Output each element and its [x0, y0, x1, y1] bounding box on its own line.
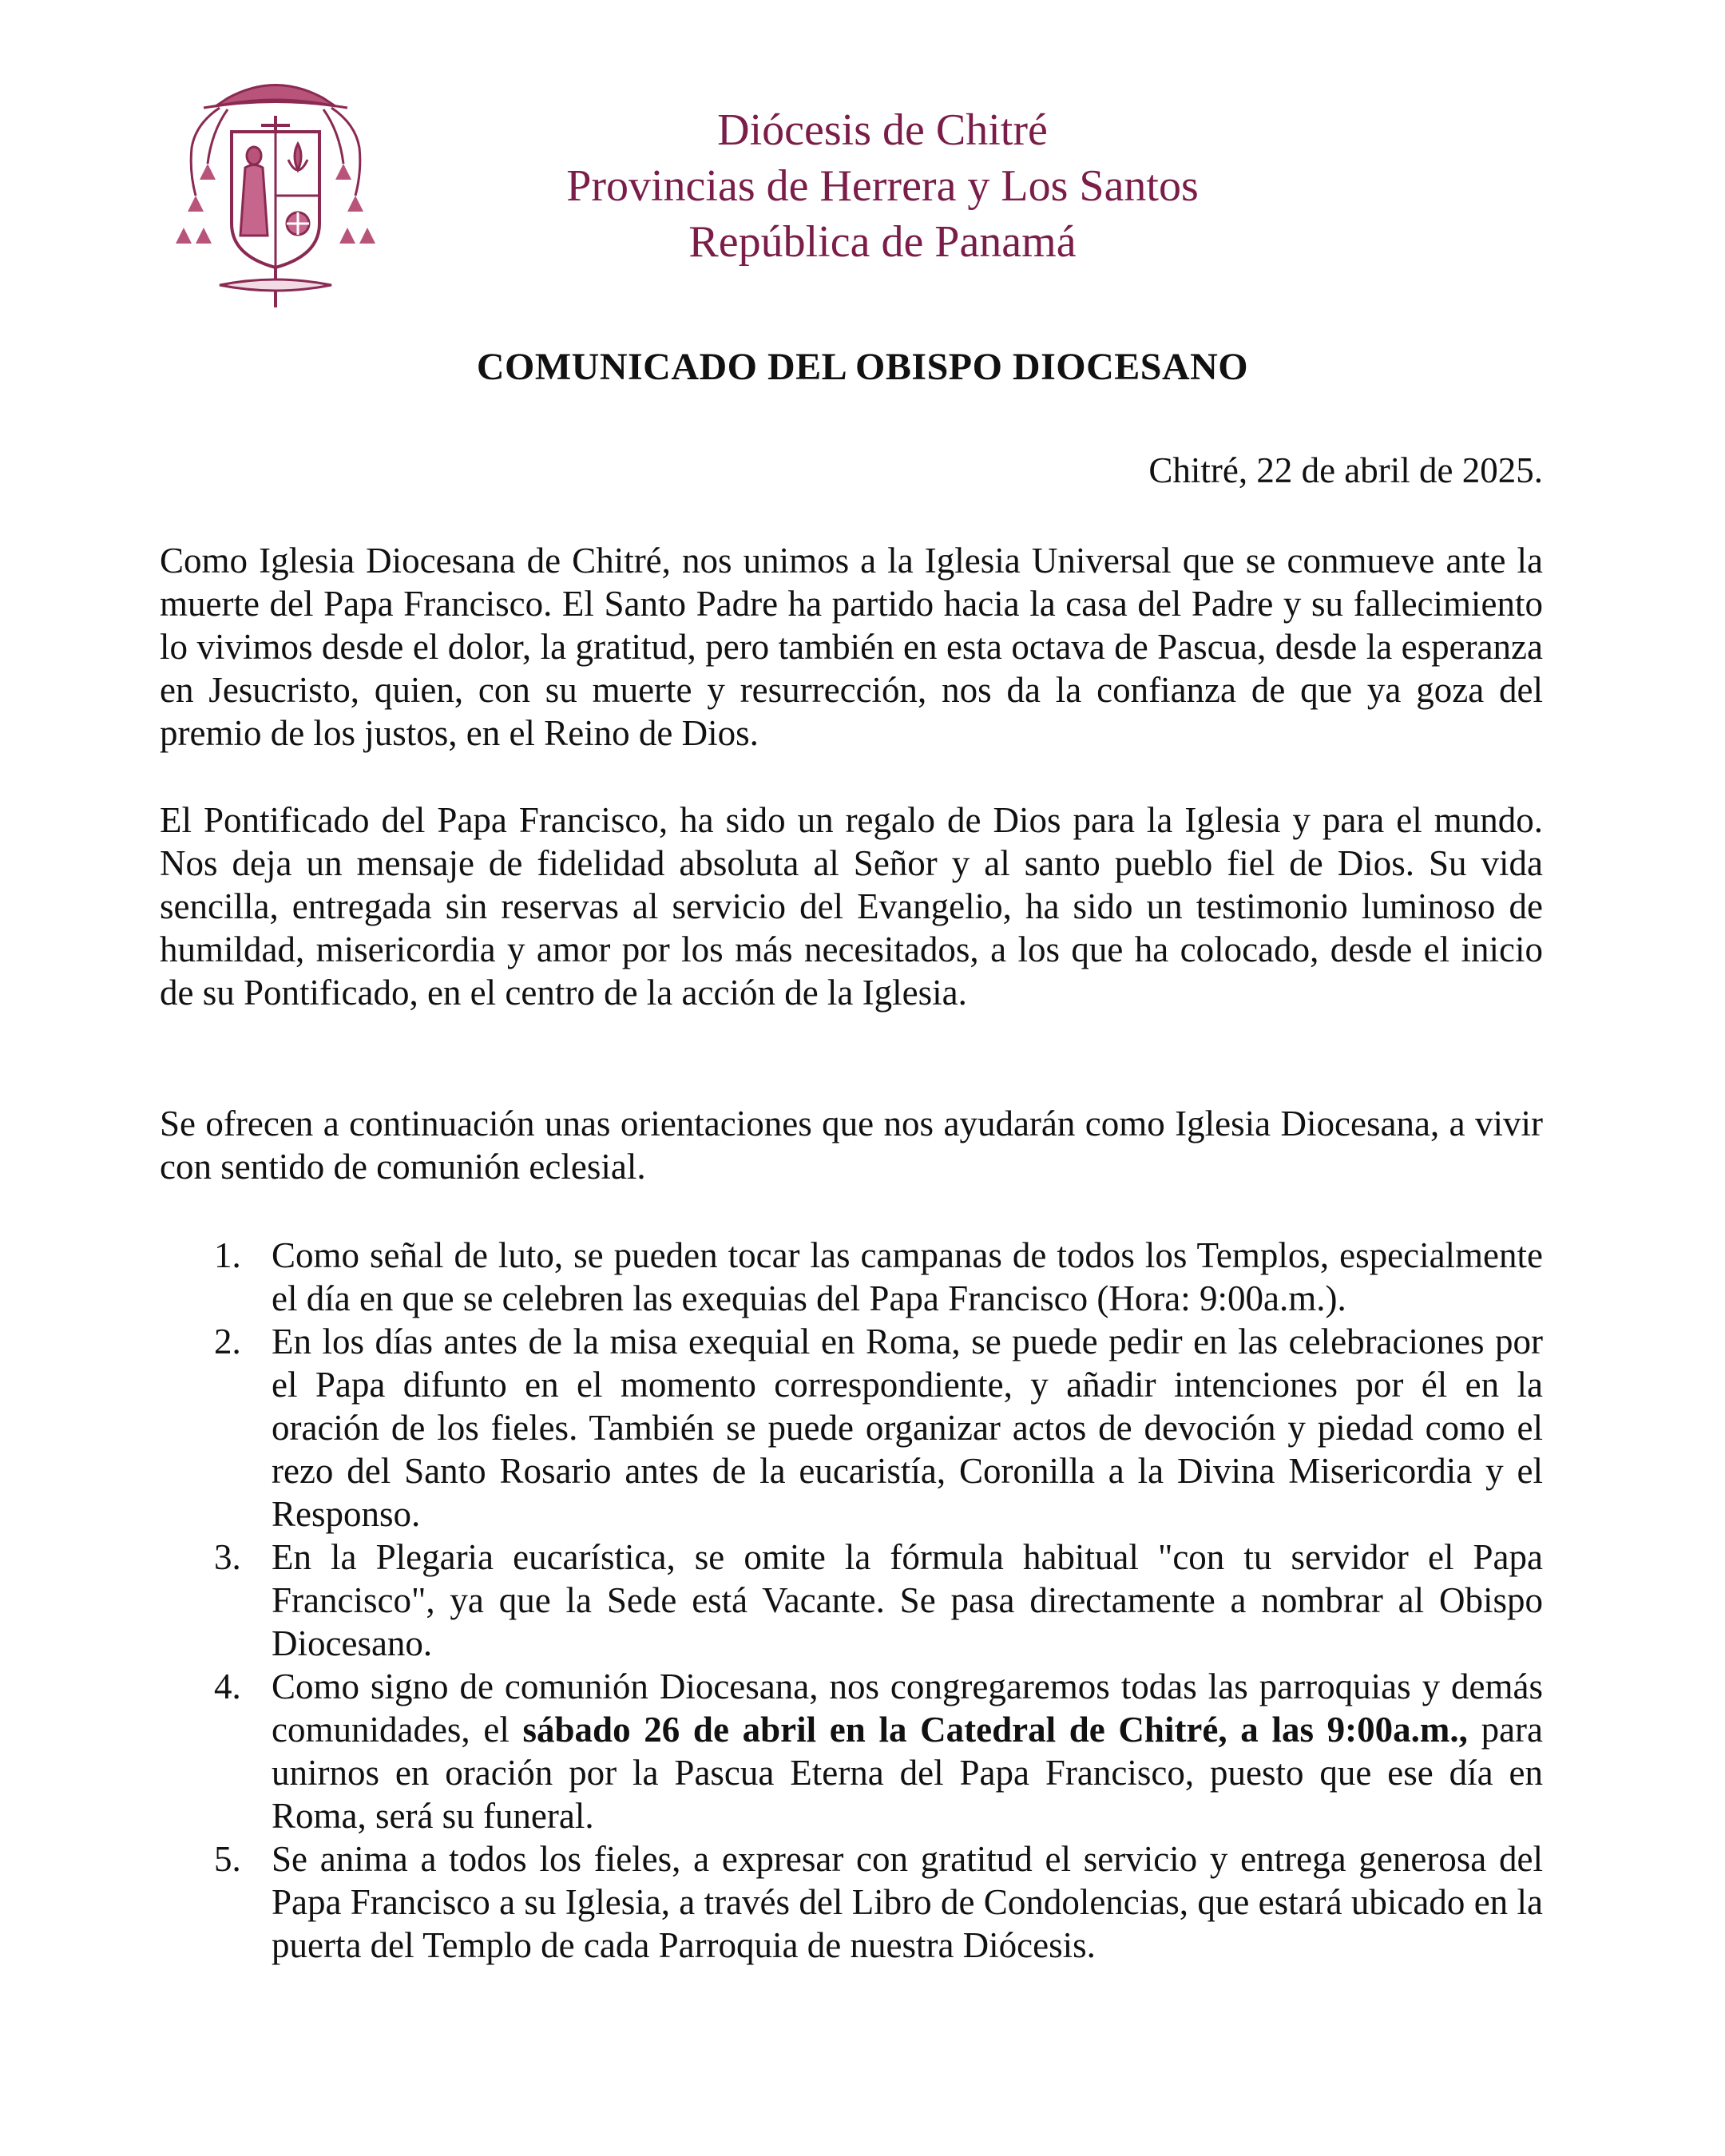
- paragraph-intro: Como Iglesia Diocesana de Chitré, nos unimos a la Iglesia Universal que se conmueve ante la muerte del Papa Francisco. El Santo Padre ha partido hacia la casa del Padre y su fallecimiento lo vivimos desde el dolor, la gratitud, pero también en esta octava de Pascua, desde la esperanza en Jesucristo, quien, con su muerte y resurrección, nos da la confianza de que ya goza del premio de los justos, en el Reino de Dios.: [160, 541, 1543, 753]
- list-item: [160, 1536, 1543, 1665]
- letterhead-diocese: Diócesis de Chitré: [717, 105, 1048, 155]
- list-item: [160, 1234, 1543, 1320]
- list-item-number: 3.: [214, 1537, 241, 1577]
- list-item-number: 4.: [214, 1667, 241, 1706]
- list-item-text: En los días antes de la misa exequial en Roma, se puede pedir en las celebraciones por el Papa difunto en el momento correspondiente, y añadir intenciones por él en la oración de los fieles. También se puede organizar actos de devoción y piedad como el rezo del Santo Rosario antes de la eucaristía, Coronilla a la Divina Misericordia y el Responso.: [272, 1322, 1543, 1534]
- letterhead-country: República de Panamá: [688, 217, 1077, 267]
- paragraph-pontificate: El Pontificado del Papa Francisco, ha sido un regalo de Dios para la Iglesia y para el mundo. Nos deja un mensaje de fidelidad absoluta al Señor y al santo pueblo fiel de Dios. Su vida sencilla, entregada sin reservas al servicio del Evangelio, ha sido un testimonio luminoso de humildad, misericordia y amor por los más necesitados, a los que ha colocado, desde el inicio de su Pontificado, en el centro de la acción de la Iglesia.: [160, 800, 1543, 1013]
- list-item-text-bold: sábado 26 de abril en la Catedral de Chitré, a las 9:00a.m.,: [522, 1710, 1468, 1750]
- list-item-number: 5.: [214, 1839, 241, 1879]
- list-item-text: Se anima a todos los fieles, a expresar con gratitud el servicio y entrega generosa del Papa Francisco a su Iglesia, a través del Libro de Condolencias, que estará ubicado en la puerta del Templo de cada Parroquia de nuestra Diócesis.: [272, 1839, 1543, 1965]
- list-item: [160, 1665, 1543, 1837]
- list-item-text-before: Como signo de comunión Diocesana, nos congregaremos todas las parroquias y demás comunidades, el: [272, 1667, 1543, 1750]
- list-item-number: 2.: [214, 1322, 241, 1361]
- paragraph-orientations-intro: Se ofrecen a continuación unas orientaciones que nos ayudarán como Iglesia Diocesana, a vivir con sentido de comunión eclesial.: [160, 1104, 1543, 1187]
- orientations-list: [160, 1234, 1543, 1967]
- episcopal-coat-of-arms-icon: [172, 76, 379, 331]
- list-item-text-after: para unirnos en oración por la Pascua Eterna del Papa Francisco, puesto que ese día en Roma, será su funeral.: [272, 1710, 1543, 1836]
- list-item-number: 1.: [214, 1235, 241, 1275]
- list-item: [160, 1837, 1543, 1967]
- document-title: COMUNICADO DEL OBISPO DIOCESANO: [476, 346, 1249, 388]
- letterhead-provinces: Provincias de Herrera y Los Santos: [566, 161, 1199, 211]
- document-date: Chitré, 22 de abril de 2025.: [1148, 450, 1543, 490]
- list-item-text: Como señal de luto, se pueden tocar las campanas de todos los Templos, especialmente el día en que se celebren las exequias del Papa Francisco (Hora: 9:00a.m.).: [272, 1235, 1543, 1318]
- list-item-text: En la Plegaria eucarística, se omite la fórmula habitual "con tu servidor el Papa Francisco", ya que la Sede está Vacante. Se pasa directamente a nombrar al Obispo Diocesano.: [272, 1537, 1543, 1663]
- letterhead: [447, 102, 1318, 270]
- list-item: [160, 1320, 1543, 1536]
